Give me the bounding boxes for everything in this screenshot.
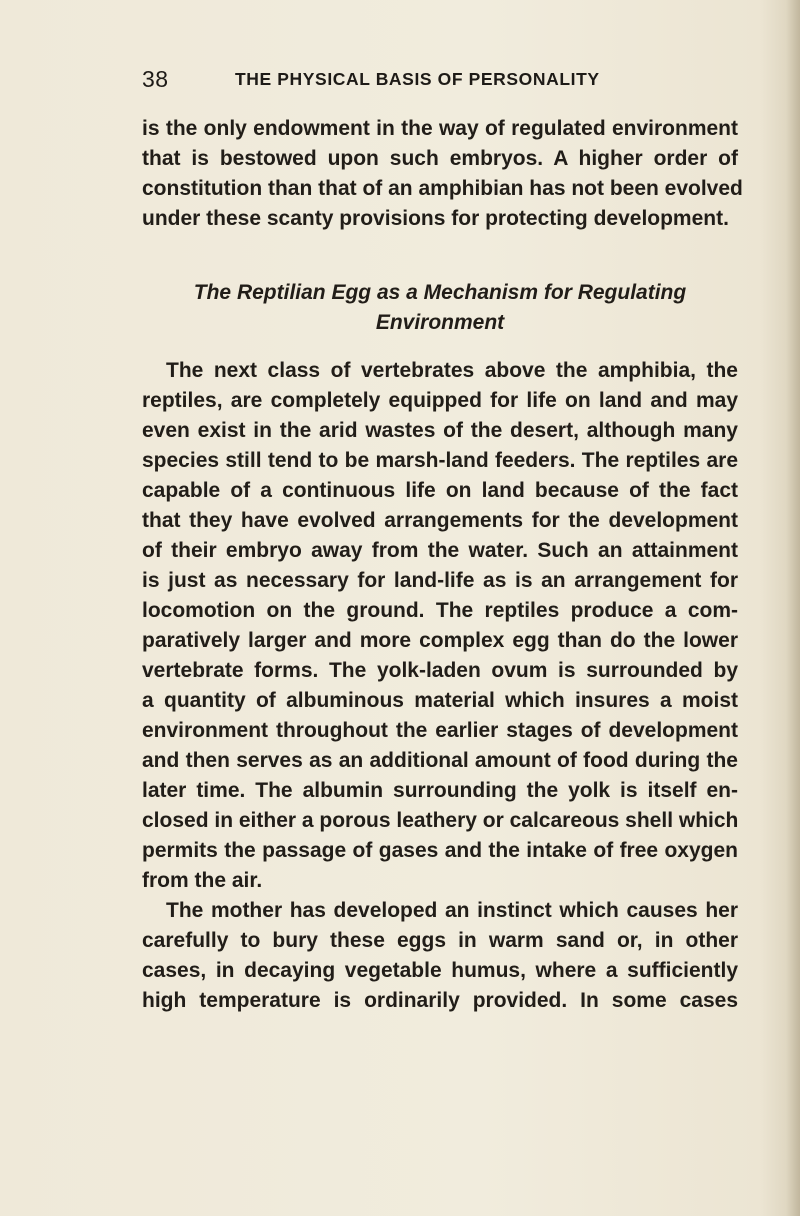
- text-line: permits the passage of gases and the intake of free oxygen: [142, 839, 738, 862]
- text-line: vertebrate forms. The yolk-laden ovum is surrounded by: [142, 659, 738, 682]
- text-line: cases, in decaying vegetable humus, where a sufficiently: [142, 959, 738, 982]
- text-line: under these scanty provisions for protecting development.: [142, 207, 729, 230]
- text-line: is the only endowment in the way of regulated environment: [142, 117, 738, 140]
- text-line: capable of a continuous life on land because of the fact: [142, 479, 738, 502]
- text-line: carefully to bury these eggs in warm sand or, in other: [142, 929, 738, 952]
- text-line: of their embryo away from the water. Such an attainment: [142, 539, 738, 562]
- paragraph-2: [142, 356, 738, 896]
- text-line: species still tend to be marsh-land feeders. The reptiles are: [142, 449, 738, 472]
- running-title: THE PHYSICAL BASIS OF PERSONALITY: [235, 69, 600, 89]
- text-line: from the air.: [142, 869, 263, 892]
- text-line: constitution than that of an amphibian has not been evolved: [142, 177, 743, 200]
- text-line: and then serves as an additional amount of food during the: [142, 749, 738, 772]
- section-heading: [142, 278, 738, 338]
- section-heading-line: The Reptilian Egg as a Mechanism for Regulating: [193, 281, 687, 304]
- text-line: high temperature is ordinarily provided. In some cases: [142, 989, 738, 1012]
- text-line: a quantity of albuminous material which insures a moist: [142, 689, 738, 712]
- text-line: paratively larger and more complex egg than do the lower: [142, 629, 738, 652]
- text-line: later time. The albumin surrounding the yolk is itself en-: [142, 779, 738, 802]
- text-line: that they have evolved arrangements for the development: [142, 509, 738, 532]
- text-line: even exist in the arid wastes of the desert, although many: [142, 419, 738, 442]
- text-line: closed in either a porous leathery or calcareous shell which: [142, 809, 739, 832]
- section-heading-line: Environment: [375, 311, 505, 334]
- paragraph-3: [142, 896, 738, 1016]
- text-line: reptiles, are completely equipped for life on land and may: [142, 389, 738, 412]
- running-head: [142, 66, 742, 98]
- text-line: that is bestowed upon such embryos. A higher order of: [142, 147, 738, 170]
- page-edge-shadow: [786, 0, 800, 1216]
- paragraph-continued: [142, 114, 743, 234]
- text-line: The mother has developed an instinct which causes her: [166, 899, 738, 922]
- text-line: The next class of vertebrates above the amphibia, the: [166, 359, 738, 382]
- text-line: locomotion on the ground. The reptiles produce a com-: [142, 599, 738, 622]
- text-line: environment throughout the earlier stages of development: [142, 719, 738, 742]
- text-line: is just as necessary for land-life as is an arrangement for: [142, 569, 738, 592]
- page-number: 38: [142, 66, 169, 92]
